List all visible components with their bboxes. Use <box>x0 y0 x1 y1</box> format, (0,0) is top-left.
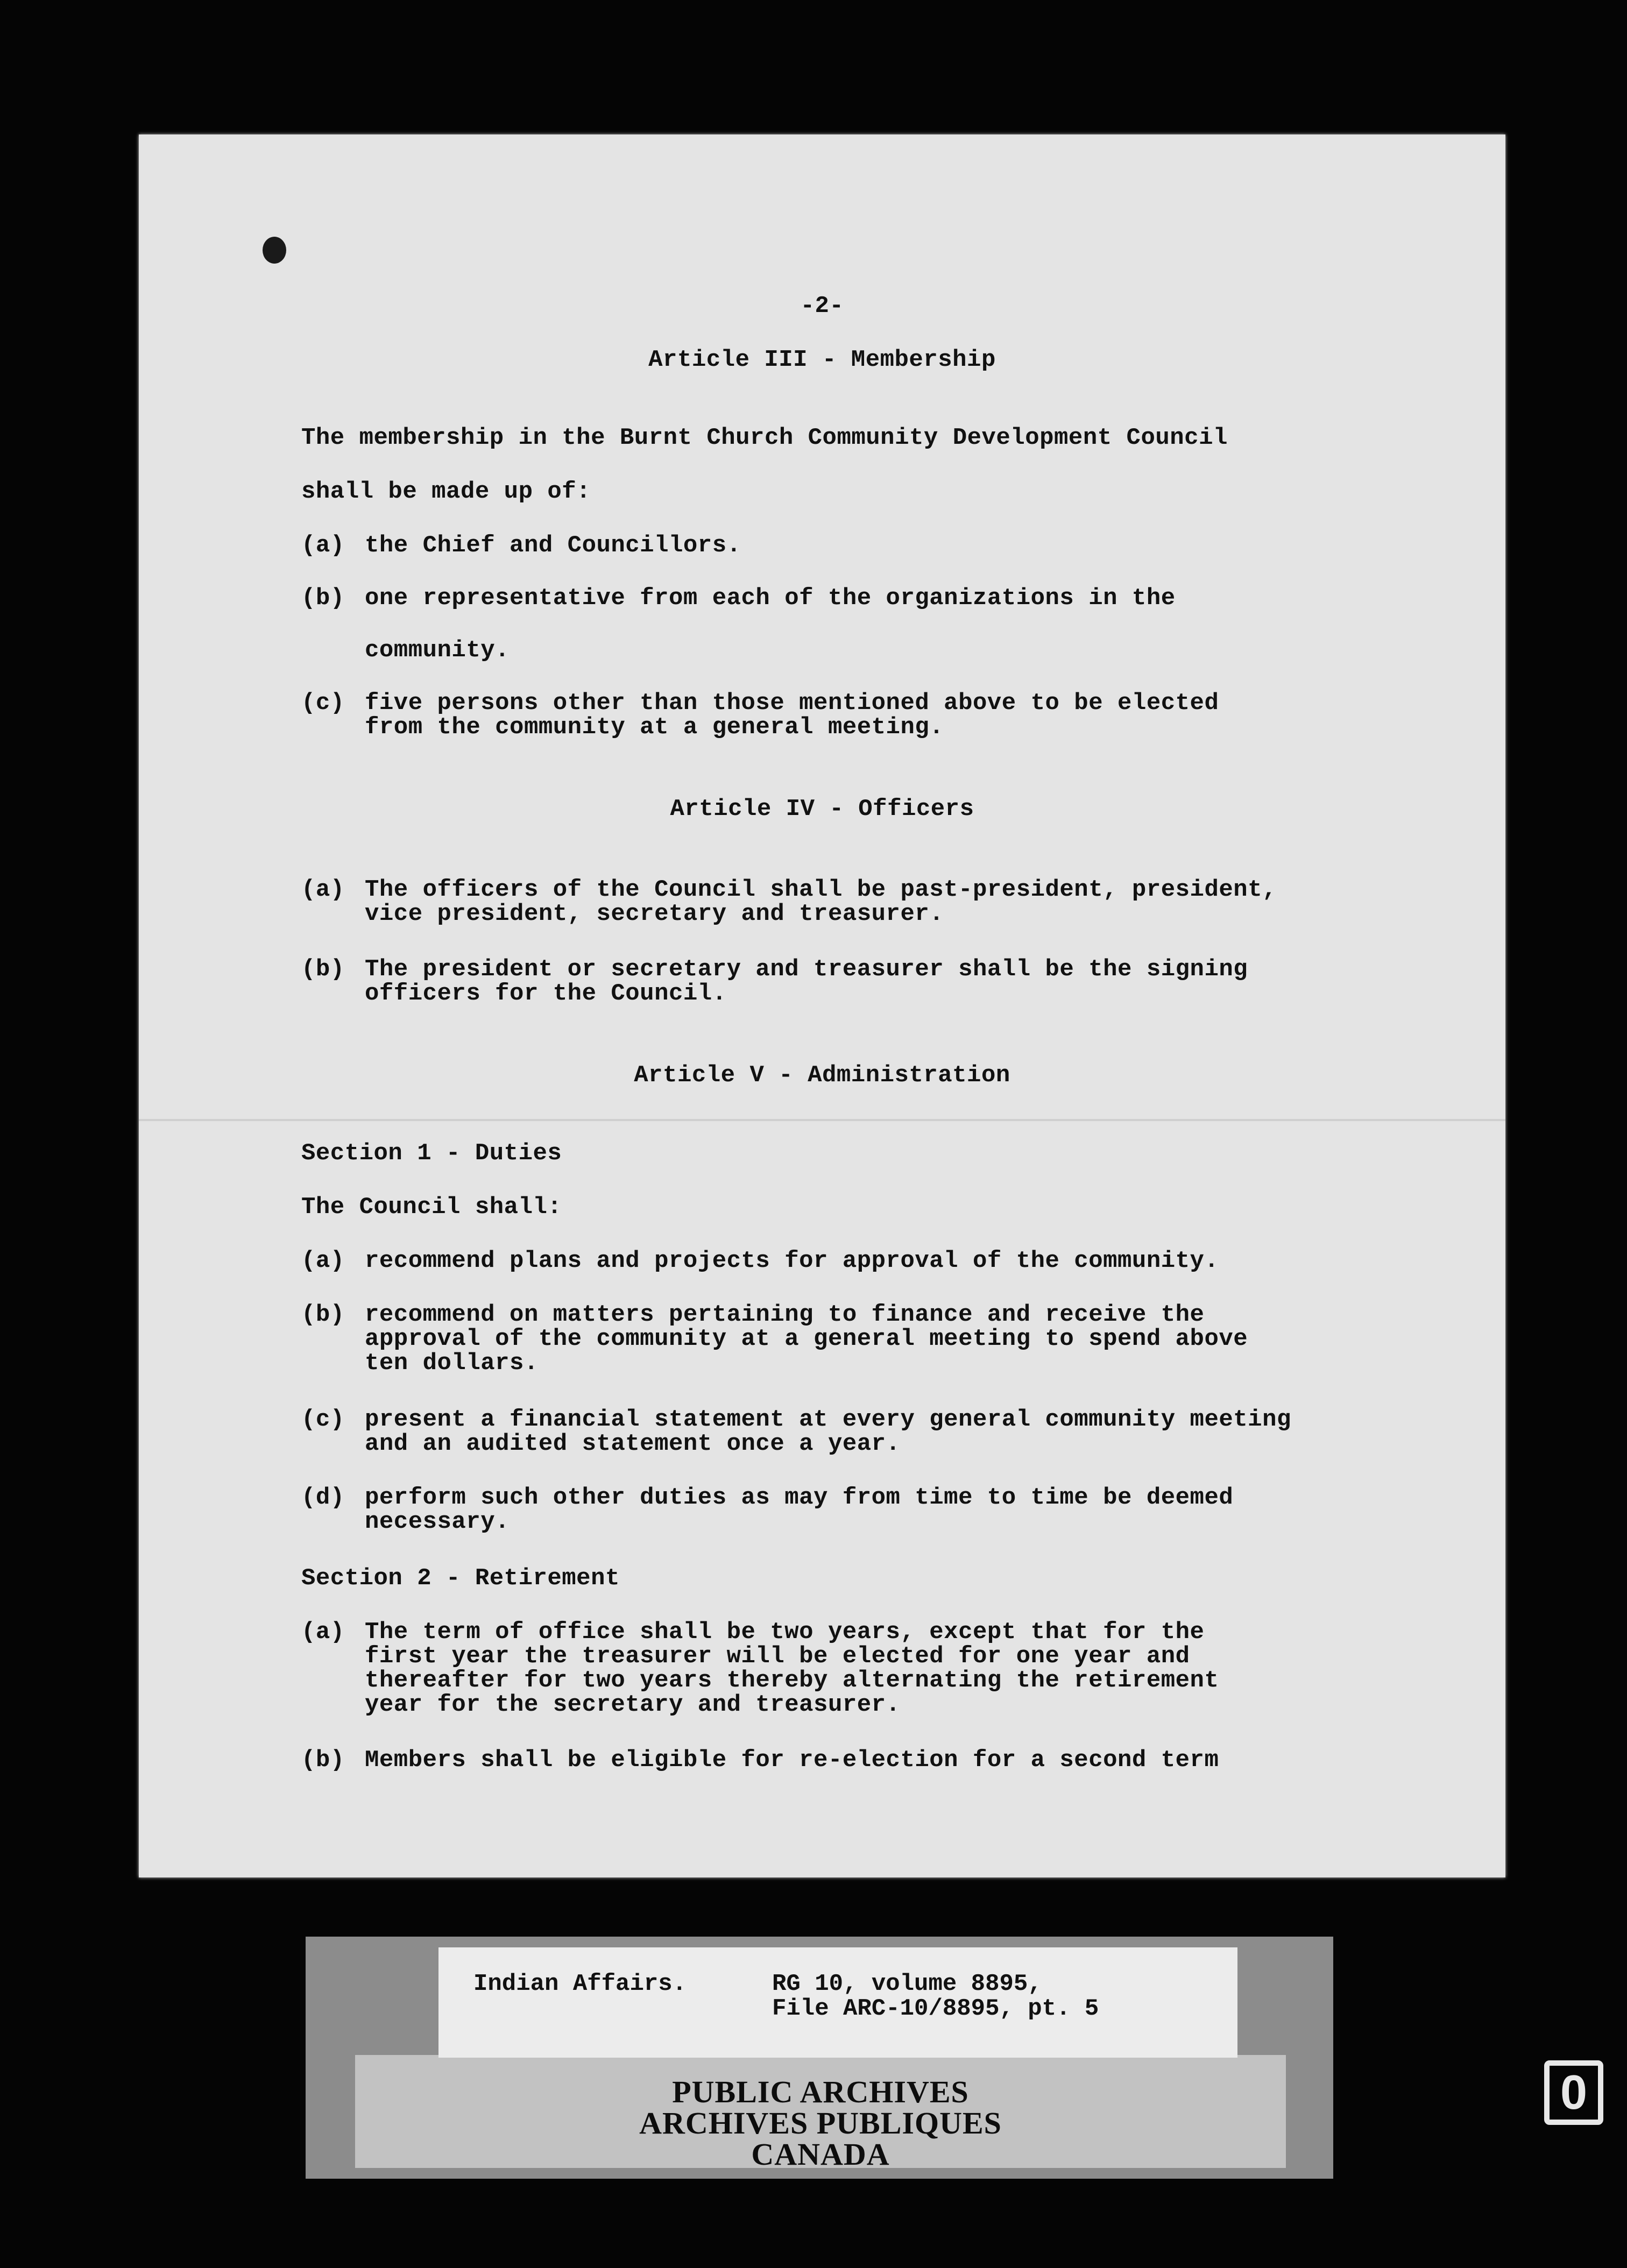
item-label: (a) <box>301 532 345 559</box>
list-item-text: The president or secretary and treasurer shall be the signing <box>365 956 1248 983</box>
archive-stamp-line-2: ARCHIVES PUBLIQUES <box>639 2106 1002 2141</box>
list-item-text: first year the treasurer will be elected for one year and <box>365 1643 1190 1670</box>
article-3-heading: Article III - Membership <box>648 346 996 373</box>
list-item-text: vice president, secretary and treasurer. <box>365 901 944 927</box>
punch-hole <box>263 237 286 264</box>
list-item-text: year for the secretary and treasurer. <box>365 1691 901 1718</box>
list-item-text: approval of the community at a general meeting to spend above <box>365 1326 1248 1352</box>
list-item-text: The officers of the Council shall be past-president, president, <box>365 876 1277 903</box>
item-label: (a) <box>301 1619 345 1646</box>
list-item-text: recommend plans and projects for approval of the community. <box>365 1248 1219 1274</box>
item-label: (c) <box>301 1406 345 1433</box>
item-label: (b) <box>301 585 345 612</box>
page-number: -2- <box>800 293 844 320</box>
list-item-text: ten dollars. <box>365 1350 539 1377</box>
list-item-text: officers for the Council. <box>365 980 727 1007</box>
article-4-heading: Article IV - Officers <box>670 796 974 823</box>
archive-department: Indian Affairs. <box>473 1971 687 1997</box>
archive-stamp-line-3: CANADA <box>751 2137 890 2172</box>
list-item-text: necessary. <box>365 1508 510 1535</box>
film-frame-number: 0 <box>1544 2060 1603 2125</box>
list-item-text: The term of office shall be two years, except that for the <box>365 1619 1205 1646</box>
item-label: (a) <box>301 1248 345 1274</box>
archive-reference-line-1: RG 10, volume 8895, <box>772 1971 1042 1997</box>
archive-reference-slip <box>438 1947 1237 2058</box>
list-item-text: and an audited statement once a year. <box>365 1430 901 1457</box>
list-item-text: from the community at a general meeting. <box>365 714 944 741</box>
article-3-intro-line-1: The membership in the Burnt Church Community Development Council <box>301 424 1228 451</box>
item-label: (a) <box>301 876 345 903</box>
section-2-heading: Section 2 - Retirement <box>301 1565 620 1592</box>
section-1-intro: The Council shall: <box>301 1194 562 1221</box>
document-page <box>139 134 1505 1877</box>
item-label: (b) <box>301 1747 345 1774</box>
article-3-intro-line-2: shall be made up of: <box>301 478 591 505</box>
archive-stamp-line-1: PUBLIC ARCHIVES <box>672 2074 969 2109</box>
list-item-text: the Chief and Councillors. <box>365 532 741 559</box>
section-1-heading: Section 1 - Duties <box>301 1140 562 1167</box>
page-fold-line <box>139 1119 1505 1121</box>
list-item-text: Members shall be eligible for re-election for a second term <box>365 1747 1219 1774</box>
list-item-text: five persons other than those mentioned above to be elected <box>365 690 1219 717</box>
list-item-text: perform such other duties as may from time to time be deemed <box>365 1484 1234 1511</box>
item-label: (d) <box>301 1484 345 1511</box>
list-item-text: recommend on matters pertaining to finance and receive the <box>365 1301 1205 1328</box>
item-label: (b) <box>301 1301 345 1328</box>
item-label: (b) <box>301 956 345 983</box>
list-item-text: present a financial statement at every general community meeting <box>365 1406 1291 1433</box>
list-item-text: thereafter for two years thereby alternating the retirement <box>365 1667 1219 1694</box>
archive-reference-line-2: File ARC-10/8895, pt. 5 <box>772 1995 1099 2022</box>
list-item-text: community. <box>365 637 510 664</box>
article-5-heading: Article V - Administration <box>634 1062 1010 1089</box>
archive-stamp <box>355 2076 1286 2170</box>
list-item-text: one representative from each of the organizations in the <box>365 585 1176 612</box>
item-label: (c) <box>301 690 345 717</box>
